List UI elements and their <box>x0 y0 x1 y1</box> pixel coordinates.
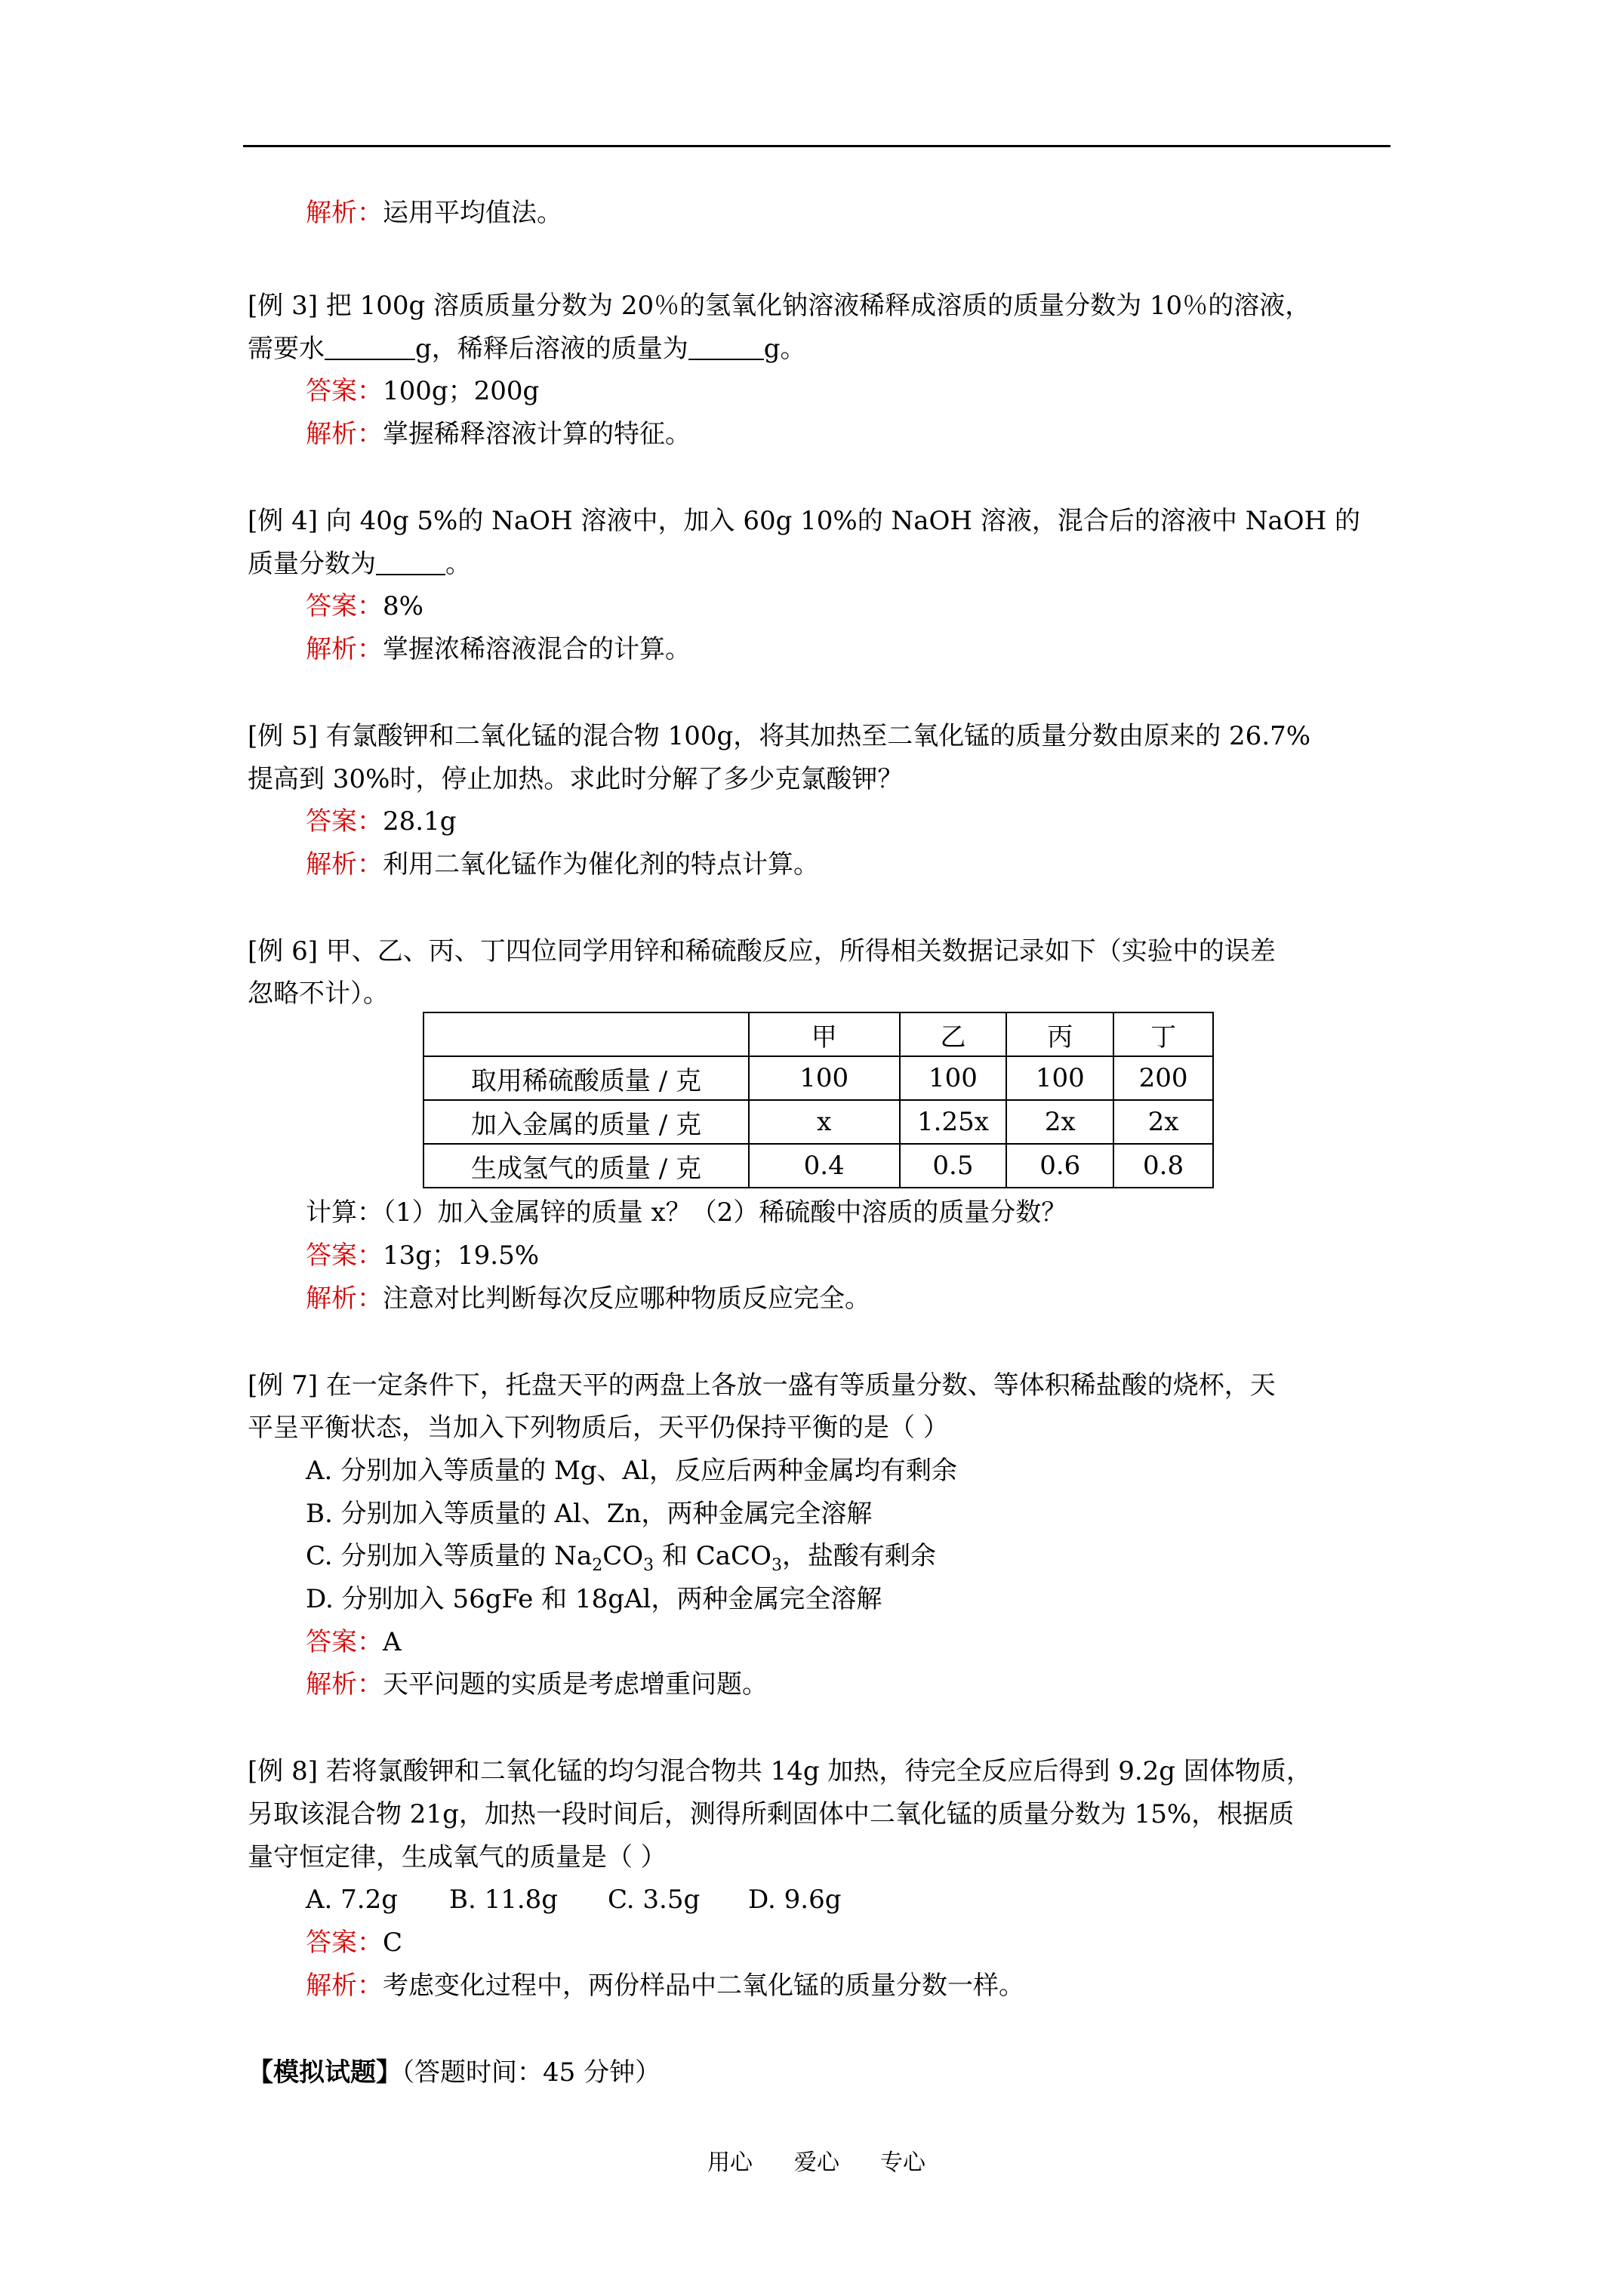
ex7-option-c-text-c: 和 CaCO <box>654 1541 771 1571</box>
table-cell: 0.8 <box>1113 1144 1213 1188</box>
table-cell: x <box>749 1100 900 1144</box>
analysis-label: 解析： <box>306 634 383 664</box>
ex7-analysis-line <box>306 1669 768 1700</box>
footer-word: 用心 <box>707 2150 753 2176</box>
table-row-label: 加入金属的质量 / 克 <box>423 1100 749 1144</box>
table-row-label: 取用稀硫酸质量 / 克 <box>423 1056 749 1100</box>
table-row-label: 生成氢气的质量 / 克 <box>423 1144 749 1188</box>
ex5-answer-line <box>306 806 456 837</box>
table-cell: 200 <box>1113 1056 1213 1100</box>
ex8-option: C. 3.5g <box>608 1885 701 1915</box>
ex8-question-line1: [例 8] 若将氯酸钾和二氧化锰的均匀混合物共 14g 加热，待完全反应后得到 9.2g 固体物质， <box>248 1756 1312 1786</box>
analysis-text: 运用平均值法。 <box>383 198 562 228</box>
ex7-option-a: A. 分别加入等质量的 Mg、Al，反应后两种金属均有剩余 <box>306 1456 957 1486</box>
subscript: 3 <box>643 1555 654 1575</box>
analysis-label: 解析： <box>306 1284 383 1314</box>
ex4-analysis: 掌握浓稀溶液混合的计算。 <box>383 634 691 664</box>
ex7-question-line2: 平呈平衡状态，当加入下列物质后，天平仍保持平衡的是（ ） <box>248 1413 949 1443</box>
ex6-calc-line: 计算：（1）加入金属锌的质量 x？（2）稀硫酸中溶质的质量分数？ <box>306 1197 1067 1228</box>
ex5-question-line2: 提高到 30%时，停止加热。求此时分解了多少克氯酸钾？ <box>248 764 904 794</box>
answer-label: 答案： <box>306 1240 383 1271</box>
ex5-analysis: 利用二氧化锰作为催化剂的特点计算。 <box>383 849 819 880</box>
answer-label: 答案： <box>306 1627 383 1657</box>
table-row <box>423 1056 1213 1100</box>
ex8-option: D. 9.6g <box>748 1885 842 1915</box>
ex7-answer: A <box>383 1627 402 1657</box>
section-title: 【模拟试题】 <box>248 2057 402 2088</box>
header-rule <box>243 145 1390 147</box>
answer-label: 答案： <box>306 1928 383 1958</box>
ex7-option-c <box>306 1541 936 1575</box>
ex7-option-b: B. 分别加入等质量的 Al、Zn，两种金属完全溶解 <box>306 1499 873 1529</box>
table-header-cell <box>423 1012 749 1056</box>
table-cell: 2x <box>1006 1100 1113 1144</box>
ex6-analysis-line <box>306 1284 870 1314</box>
ex8-analysis-line <box>306 1971 1024 2001</box>
ex4-question-line1: [例 4] 向 40g 5%的 NaOH 溶液中，加入 60g 10%的 NaOH 溶液，混合后的溶液中 NaOH 的 <box>248 506 1361 536</box>
ex5-analysis-line <box>306 849 819 880</box>
section-note: （答题时间：45 分钟） <box>402 2057 661 2088</box>
table-header-row <box>423 1012 1213 1056</box>
ex6-data-table <box>423 1012 1214 1188</box>
ex7-option-c-text-a: C. 分别加入等质量的 Na <box>306 1541 593 1571</box>
ex8-options-line <box>306 1885 842 1915</box>
ex4-answer: 8% <box>383 591 423 621</box>
ex7-question-line1: [例 7] 在一定条件下，托盘天平的两盘上各放一盛有等质量分数、等体积稀盐酸的烧杯，天 <box>248 1370 1276 1401</box>
ex3-question-line1: [例 3] 把 100g 溶质质量分数为 20％的氢氧化钠溶液稀释成溶质的质量分数为 10％的溶液， <box>248 291 1311 321</box>
ex7-answer-line <box>306 1627 402 1657</box>
section-heading <box>248 2057 661 2088</box>
table-row <box>423 1144 1213 1188</box>
table-cell: 100 <box>749 1056 900 1100</box>
analysis-label: 解析： <box>306 849 383 880</box>
ex4-answer-line <box>306 591 423 621</box>
ex6-question-line1: [例 6] 甲、乙、丙、丁四位同学用锌和稀硫酸反应，所得相关数据记录如下（实验中的误差 <box>248 936 1276 966</box>
ex5-question-line1: [例 5] 有氯酸钾和二氧化锰的混合物 100g，将其加热至二氧化锰的质量分数由原来的 26.7% <box>248 721 1311 751</box>
intro-analysis-line <box>306 198 562 228</box>
ex3-blank-solution <box>688 334 764 360</box>
ex7-analysis: 天平问题的实质是考虑增重问题。 <box>383 1669 768 1700</box>
table-header-cell: 丁 <box>1113 1012 1213 1056</box>
table-header-cell: 乙 <box>900 1012 1007 1056</box>
analysis-label: 解析： <box>306 419 383 449</box>
table-cell: 2x <box>1113 1100 1213 1144</box>
ex4-blank <box>376 550 445 575</box>
ex8-answer-line <box>306 1928 402 1958</box>
ex4-text-b: 。 <box>445 549 471 579</box>
ex8-analysis: 考虑变化过程中，两份样品中二氧化锰的质量分数一样。 <box>383 1971 1024 2001</box>
table-header-cell: 丙 <box>1006 1012 1113 1056</box>
ex3-text-a: 需要水 <box>248 334 325 364</box>
table-cell: 0.4 <box>749 1144 900 1188</box>
answer-label: 答案： <box>306 376 383 406</box>
table-header-cell: 甲 <box>749 1012 900 1056</box>
ex3-answer-line <box>306 376 539 406</box>
answer-label: 答案： <box>306 591 383 621</box>
ex3-analysis: 掌握稀释溶液计算的特征。 <box>383 419 691 449</box>
ex7-option-c-text-d: ，盐酸有剩余 <box>781 1541 936 1571</box>
ex3-text-c: g。 <box>763 334 806 364</box>
subscript: 3 <box>771 1555 782 1575</box>
ex3-answer: 100g；200g <box>383 376 540 406</box>
table-cell: 100 <box>1006 1056 1113 1100</box>
answer-label: 答案： <box>306 806 383 837</box>
ex3-blank-water <box>325 334 415 360</box>
ex4-question-line2 <box>248 549 471 579</box>
ex6-question-line2: 忽略不计）。 <box>248 978 389 1009</box>
ex3-analysis-line <box>306 419 691 449</box>
ex5-answer: 28.1g <box>383 806 457 837</box>
table-cell: 1.25x <box>900 1100 1007 1144</box>
analysis-label: 解析： <box>306 1669 383 1700</box>
analysis-label: 解析： <box>306 198 383 228</box>
table-cell: 0.6 <box>1006 1144 1113 1188</box>
ex3-question-line2 <box>248 334 806 364</box>
footer-word: 爱心 <box>794 2150 839 2176</box>
ex6-analysis: 注意对比判断每次反应哪种物质反应完全。 <box>383 1284 870 1314</box>
ex8-option: A. 7.2g <box>306 1885 399 1915</box>
analysis-label: 解析： <box>306 1971 383 2001</box>
ex4-analysis-line <box>306 634 691 664</box>
footer-word: 专心 <box>880 2150 925 2176</box>
ex7-option-d: D. 分别加入 56gFe 和 18gAl，两种金属完全溶解 <box>306 1584 882 1614</box>
ex8-question-line2: 另取该混合物 21g，加热一段时间后，测得所剩固体中二氧化锰的质量分数为 15%，根据质 <box>248 1799 1295 1829</box>
ex4-text-a: 质量分数为 <box>248 549 376 579</box>
ex8-question-line3: 量守恒定律，生成氧气的质量是（ ） <box>248 1842 667 1872</box>
table-cell: 0.5 <box>900 1144 1007 1188</box>
subscript: 2 <box>592 1555 603 1575</box>
ex3-text-b: g，稀释后溶液的质量为 <box>415 334 688 364</box>
ex6-answer: 13g；19.5% <box>383 1240 540 1271</box>
ex8-option: B. 11.8g <box>449 1885 559 1915</box>
ex7-option-c-text-b: CO <box>602 1541 644 1571</box>
ex6-answer-line <box>306 1240 539 1271</box>
table-row <box>423 1100 1213 1144</box>
ex8-answer: C <box>383 1928 403 1958</box>
table-cell: 100 <box>900 1056 1007 1100</box>
